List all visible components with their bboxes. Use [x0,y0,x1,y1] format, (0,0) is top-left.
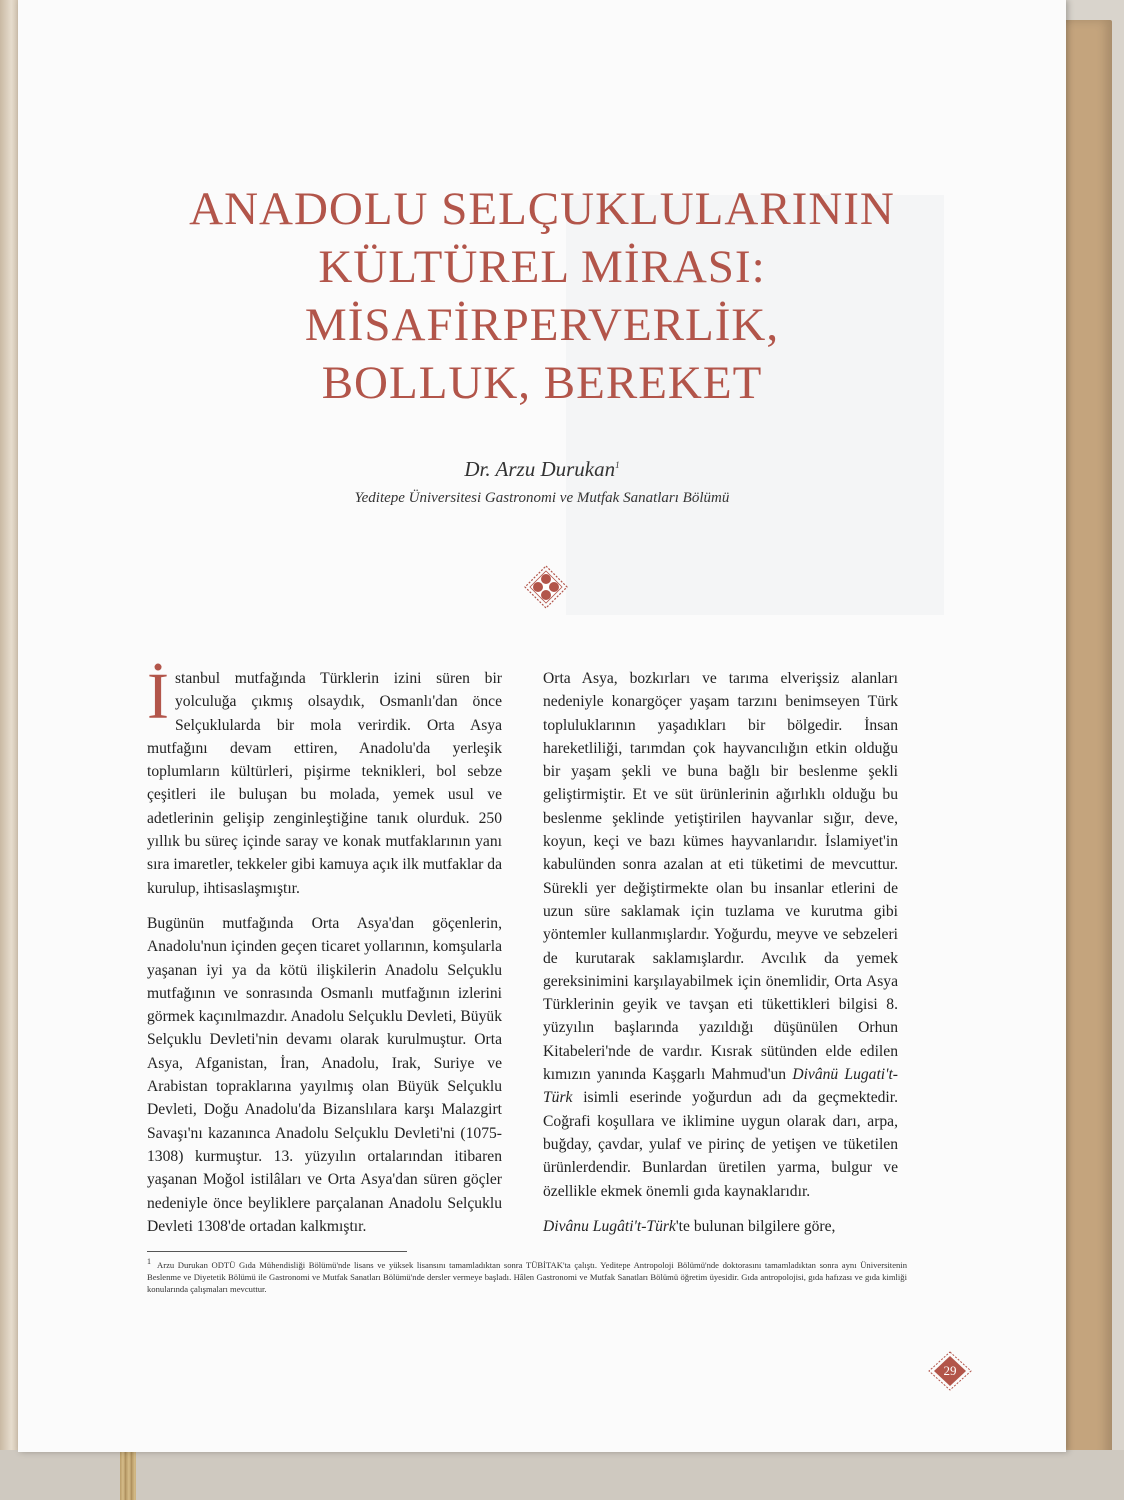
paragraph: Bugünün mutfağında Orta Asya'dan göçenlerin, Anadolu'nun içinden geçen ticaret yollarının, komşularla yaşanan iyi ya da kötü ilişkilerin Anadolu Selçuklu mutfağının ve sonrasında Osmanlı mutfağının izlerini görmek kaçınılmazdır. Anadolu Selçuklu Devleti, Büyük Selçuklu Devleti'nin devamı olarak kurulmuştur. Orta Asya, Afganistan, İran, Anadolu, Irak, Suriye ve Arabistan topraklarına yayılmış olan Büyük Selçuklu Devleti, Doğu Anadolu'da Bizanslılara karşı Malazgirt Savaşı'nı kazanınca Anadolu Selçuklu Devleti'ni (1075-1308) kurmuştur. 13. yüzyılın ortalarından itibaren yaşanan Moğol istilâları ve Orta Asya'dan süren göçler nedeniyle önce beyliklere parçalanan Anadolu Selçuklu Devleti 1308'de ortadan kalkmıştır. [147,914,502,1235]
page-number-badge [928,1351,972,1391]
title-line-4: BOLLUK, BEREKET [321,357,763,409]
table-surface [0,1450,1124,1500]
title-line-2: KÜLTÜREL MİRASI: [318,241,766,293]
left-column [147,660,502,1250]
article-title [18,180,1066,412]
paragraph-text: Orta Asya, bozkırları ve tarıma elverişsiz alanları nedeniyle konargöçer yaşam tarzını benimseyen Türk topluluklarının yaşadıkları bir bölgedir. İnsan hareketliliği, tarımdan çok hayvancılığın etkin olduğu bir yaşam şekli ve buna bağlı bir beslenme şekli geliştirmiştir. Et ve süt ürünlerinin ağırlıklı olduğu bu beslenme şeklinde yetiştirilen hayvanlar sığır, deve, koyun, keçi ve bazı kümes hayvanlarıdır. İslamiyet'in kabulünden sonra azalan at eti tüketimi de mevcuttur. Sürekli yer değiştirmekte olan bu insanlar etlerini de uzun süre saklamak için tuzlama ve kurutma gibi yöntemler kullanmışlardır. Yoğurdu, meyve ve sebzeleri de kurutarak saklamışlardır. Avcılık da yemek gereksinimini karşılayabilmek için önemlidir, Orta Asya Türklerinin geyik ve tavşan eti tükettikleri bilgisi 8. yüzyılın başlarında yazıldığı düşünülen Orhun Kitabeleri'nde de vardır. Kısrak sütünden elde edilen kımızın yanında Kaşgarlı Mahmud'un [543,670,898,1084]
footnote-text: Arzu Durukan ODTÜ Gıda Mühendisliği Bölümü'nde lisans ve yüksek lisansını tamamladıktan sonra TÜBİTAK'ta çalıştı. Yeditepe Antropoloji Bölümü'nde doktorasını tamamladıktan sonra aynı Üniversitenin Beslenme ve Diyetetik Bölümü ile Gastronomi ve Mutfak Sanatları Bölümü'nde dersler vermeye başladı. Hâlen Gastronomi ve Mutfak Sanatları Bölümü öğretim üyesidir. Gıda antropolojisi, gıda hafızası ve gıda kimliği konularında çalışmaları mevcuttur. [147,1259,907,1295]
book-page [18,0,1066,1452]
paragraph-text: stanbul mutfağında Türklerin izini süren bir yolculuğa çıkmış olsaydık, Osmanlı'dan önce Selçuklularda bir mola verirdik. Orta Asya mutfağını devam ettiren, Anadolu'da yerleşik toplumların kültürleri, pişirme teknikleri, bol sebze çeşitleri ile buluşan bu molada, yemek usul ve adetlerinin gelişip zenginleştiğine tanık olurduk. 250 yıllık bu süreç içinde saray ve konak mutfaklarının yanı sıra imaretler, tekkeler gibi kamuya açık ilk mutfaklar da kurulup, ihtisaslaşmıştır. [147,670,502,897]
paragraph [543,667,898,1203]
paragraph [147,660,502,900]
right-column [543,667,898,1250]
drop-cap: İ [147,660,169,733]
paragraph-text: isimli eserinde yoğurdun adı da geçmektedir. Coğrafi koşullara ve iklimine uygun olarak darı, arpa, buğday, çavdar, yulaf ve pirinç de yetişen ve tüketilen ürünlerdendir. Bunlardan üretilen yarma, bulgur ve özellikle ekmek önemli gıda kaynaklarıdır. [543,1089,898,1200]
paragraph-text: 'te bulunan bilgilere göre, [675,1217,836,1235]
title-line-1: ANADOLU SELÇUKLULARININ [189,183,895,235]
paragraph [543,1215,898,1238]
author-name: Dr. Arzu Durukan [464,457,616,481]
footnote [147,1256,907,1295]
page-number: 29 [943,1363,957,1378]
title-line-3: MİSAFİRPERVERLİK, [304,299,780,351]
footnote-number: 1 [147,1257,151,1266]
book-title-italic: Divânü Lugati't-Türk [543,1066,898,1107]
author-footnote-ref: 1 [615,460,620,470]
diamond-quatrefoil-ornament-icon [524,565,568,609]
bookmark-ribbon [120,1452,136,1500]
book-title-italic: Divânu Lugâti't-Türk [543,1217,676,1235]
author-line [18,457,1066,482]
author-affiliation: Yeditepe Üniversitesi Gastronomi ve Mutfak Sanatları Bölümü [354,490,730,506]
footnote-divider [147,1251,407,1252]
